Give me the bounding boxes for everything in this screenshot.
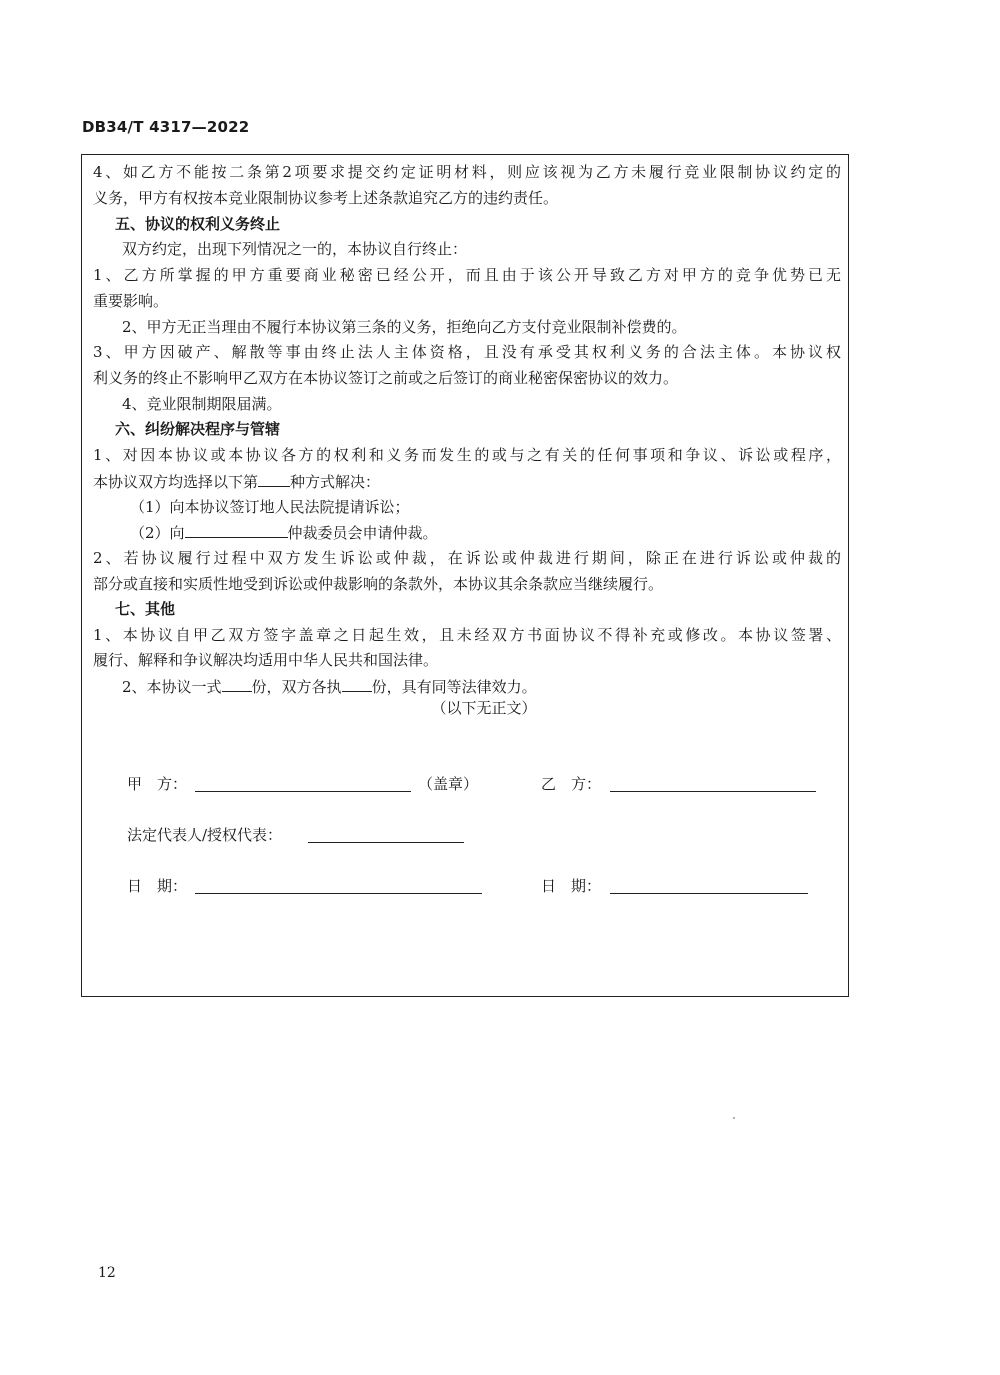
legal-representative-label: 法定代表人/授权代表： [127, 826, 283, 844]
party-a-label: 甲 方： [127, 775, 188, 793]
page-number: 12 [98, 1265, 116, 1281]
scan-speck [733, 1117, 735, 1119]
section-5-item-3-line-1: 3、甲方因破产、解散等事由终止法人主体资格，且没有承受其权利义务的合法主体。本协议权 [93, 343, 841, 361]
section-6-item-1-line-1: 1、对因本协议或本协议各方的权利和义务而发生的或与之有关的任何事项和争议、诉讼或程序， [93, 446, 841, 464]
party-b-signature-line[interactable] [610, 791, 816, 792]
end-of-text-note: （以下无正文） [431, 699, 537, 717]
clause-4-line-1: 4、如乙方不能按二条第2项要求提交约定证明材料，则应该视为乙方未履行竞业限制协议约定的 [93, 163, 841, 181]
date-b-line[interactable] [610, 893, 808, 894]
section-7-item-2-text-c: 份，具有同等法律效力。 [371, 678, 537, 696]
section-6-item-1-text-b: 种方式解决： [290, 473, 381, 491]
seal-label: （盖章） [418, 775, 479, 793]
section-6-option-2-text-a: （2）向 [130, 524, 185, 542]
section-5-heading: 五、协议的权利义务终止 [115, 215, 281, 233]
section-6-item-1-line-2 [93, 471, 380, 492]
section-6-item-2-line-2: 部分或直接和实质性地受到诉讼或仲裁影响的条款外，本协议其余条款应当继续履行。 [93, 575, 664, 593]
section-6-option-2-text-b: 仲裁委员会申请仲裁。 [287, 524, 438, 542]
date-a-line[interactable] [195, 893, 482, 894]
section-6-item-2-line-1: 2、若协议履行过程中双方发生诉讼或仲裁，在诉讼或仲裁进行期间，除正在进行诉讼或仲裁的 [93, 549, 841, 567]
date-b-label: 日 期： [541, 877, 602, 895]
section-7-heading: 七、其他 [115, 600, 176, 618]
arbitration-committee-blank[interactable] [185, 522, 288, 538]
section-6-option-2 [130, 522, 438, 543]
document-code: DB34/T 4317—2022 [82, 118, 250, 136]
copies-total-blank[interactable] [222, 676, 252, 692]
section-5-item-4: 4、竞业限制期限届满。 [122, 395, 282, 413]
section-7-item-2-text-b: 份，双方各执 [251, 678, 342, 696]
section-7-item-2 [122, 676, 537, 697]
legal-representative-line[interactable] [308, 842, 464, 843]
section-7-item-1-line-1: 1、本协议自甲乙双方签字盖章之日起生效，且未经双方书面协议不得补充或修改。本协议签署、 [93, 626, 841, 644]
party-b-label: 乙 方： [541, 775, 602, 793]
section-5-item-1-line-2: 重要影响。 [93, 292, 169, 310]
section-6-heading: 六、纠纷解决程序与管辖 [115, 420, 281, 438]
section-5-item-1-line-1: 1、乙方所掌握的甲方重要商业秘密已经公开，而且由于该公开导致乙方对甲方的竞争优势已无 [93, 266, 841, 284]
section-5-intro: 双方约定，出现下列情况之一的，本协议自行终止： [122, 240, 468, 258]
section-5-item-2: 2、甲方无正当理由不履行本协议第三条的义务，拒绝向乙方支付竞业限制补偿费的。 [122, 318, 687, 336]
section-7-item-2-text-a: 2、本协议一式 [122, 678, 222, 696]
date-a-label: 日 期： [127, 877, 188, 895]
clause-4-line-2: 义务，甲方有权按本竞业限制协议参考上述条款追究乙方的违约责任。 [93, 189, 559, 207]
party-a-signature-line[interactable] [195, 791, 411, 792]
method-number-blank[interactable] [258, 471, 290, 487]
section-7-item-1-line-2: 履行、解释和争议解决均适用中华人民共和国法律。 [93, 651, 439, 669]
section-6-item-1-text-a: 本协议双方均选择以下第 [93, 473, 259, 491]
section-5-item-3-line-2: 利义务的终止不影响甲乙双方在本协议签订之前或之后签订的商业秘密保密协议的效力。 [93, 369, 679, 387]
section-6-option-1: （1）向本协议签订地人民法院提请诉讼； [130, 498, 410, 516]
copies-each-blank[interactable] [342, 676, 372, 692]
